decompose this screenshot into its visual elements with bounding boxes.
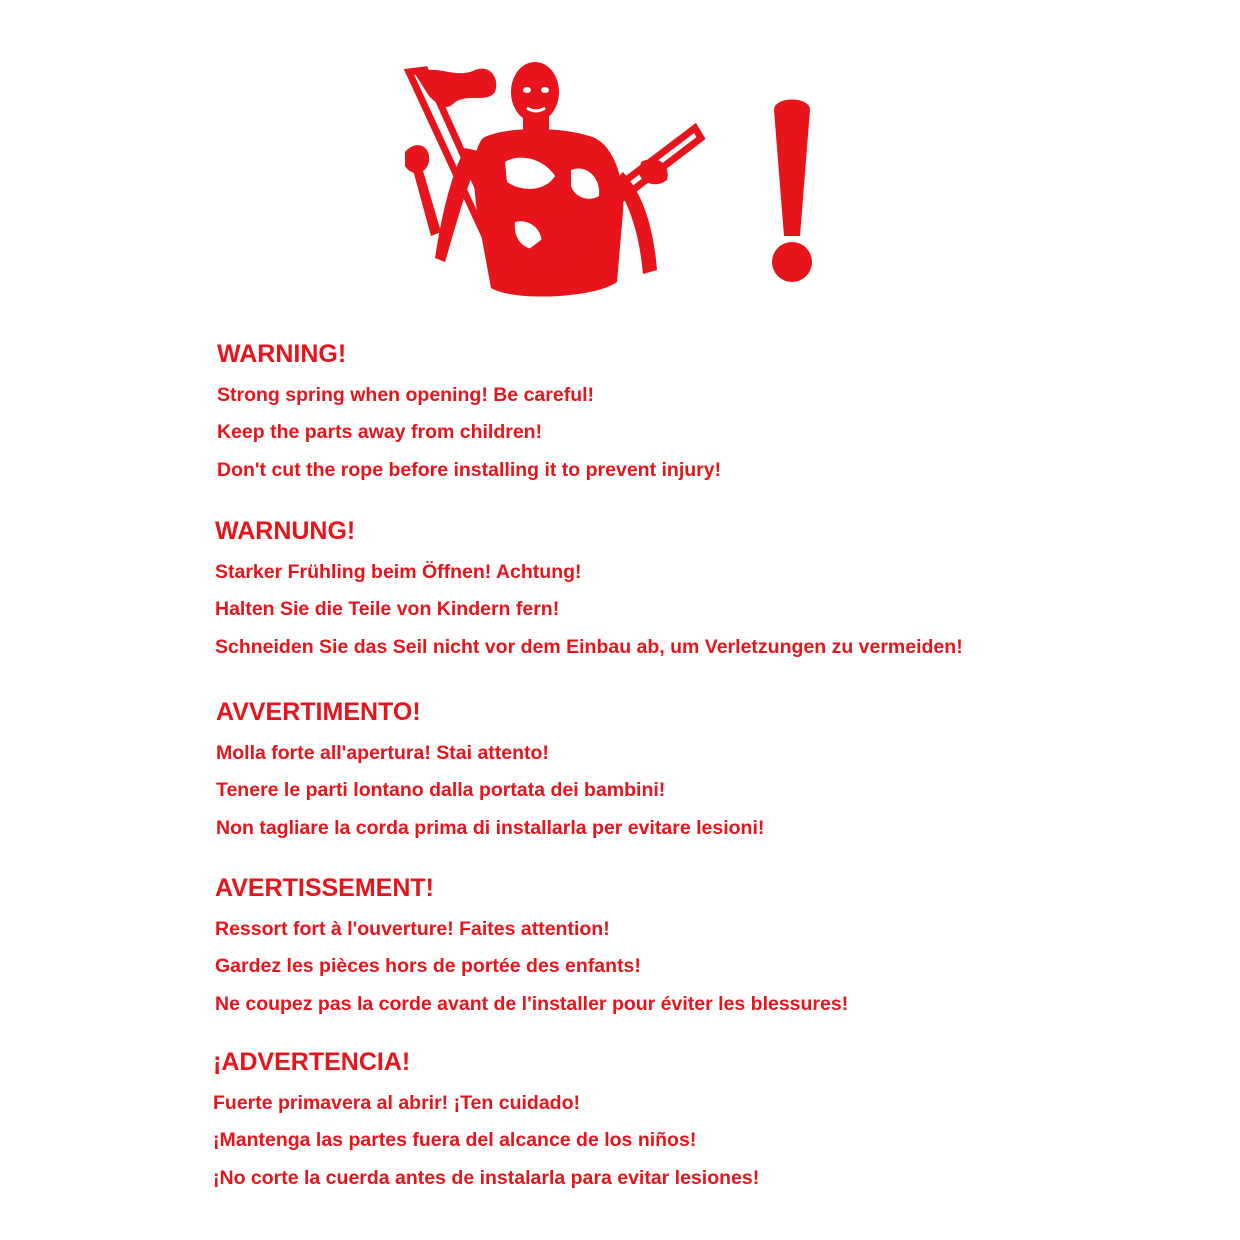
warning-line: Halten Sie die Teile von Kindern fern! <box>215 598 560 621</box>
section-heading: WARNUNG! <box>215 517 356 545</box>
man-with-swords-icon <box>395 52 715 304</box>
warning-line: Non tagliare la corda prima di installarla per evitare lesioni! <box>216 816 765 839</box>
warning-line: Tenere le parti lontano dalla portata dei bambini! <box>216 779 666 802</box>
warning-line: Strong spring when opening! Be careful! <box>217 384 595 406</box>
warning-lines <box>215 554 1240 666</box>
warning-section-german <box>0 516 1240 666</box>
warning-line: ¡Mantenga las partes fuera del alcance de los niños! <box>213 1129 697 1152</box>
warning-line: Ressort fort à l'ouverture! Faites attention! <box>215 918 610 940</box>
warning-section-italian <box>0 697 1240 847</box>
warning-line: Starker Frühling beim Öffnen! Achtung! <box>215 561 582 583</box>
warning-section-french <box>0 873 1240 1023</box>
warning-lines <box>215 911 1240 1023</box>
warning-line: Molla forte all'apertura! Stai attento! <box>216 742 549 764</box>
warning-line: Keep the parts away from children! <box>217 421 543 444</box>
warning-line: Ne coupez pas la corde avant de l'installer pour éviter les blessures! <box>215 992 849 1015</box>
warning-line: Gardez les pièces hors de portée des enfants! <box>215 955 641 978</box>
warning-lines <box>213 1085 1240 1197</box>
warning-line: ¡No corte la cuerda antes de instalarla para evitar lesiones! <box>213 1166 760 1189</box>
warning-line: Don't cut the rope before installing it to prevent injury! <box>217 458 722 481</box>
warning-line: Fuerte primavera al abrir! ¡Ten cuidado! <box>213 1092 580 1114</box>
warning-line: Schneiden Sie das Seil nicht vor dem Einbau ab, um Verletzungen zu vermeiden! <box>215 635 963 658</box>
warning-lines <box>216 735 1240 847</box>
exclamation-mark-icon <box>764 96 820 286</box>
section-heading: WARNING! <box>217 340 347 368</box>
warning-section-spanish <box>0 1047 1240 1197</box>
section-heading: ¡ADVERTENCIA! <box>213 1048 411 1076</box>
warning-lines <box>217 377 1240 489</box>
section-heading: AVERTISSEMENT! <box>215 874 434 902</box>
section-heading: AVVERTIMENTO! <box>216 698 421 726</box>
warning-section-english <box>0 339 1240 489</box>
